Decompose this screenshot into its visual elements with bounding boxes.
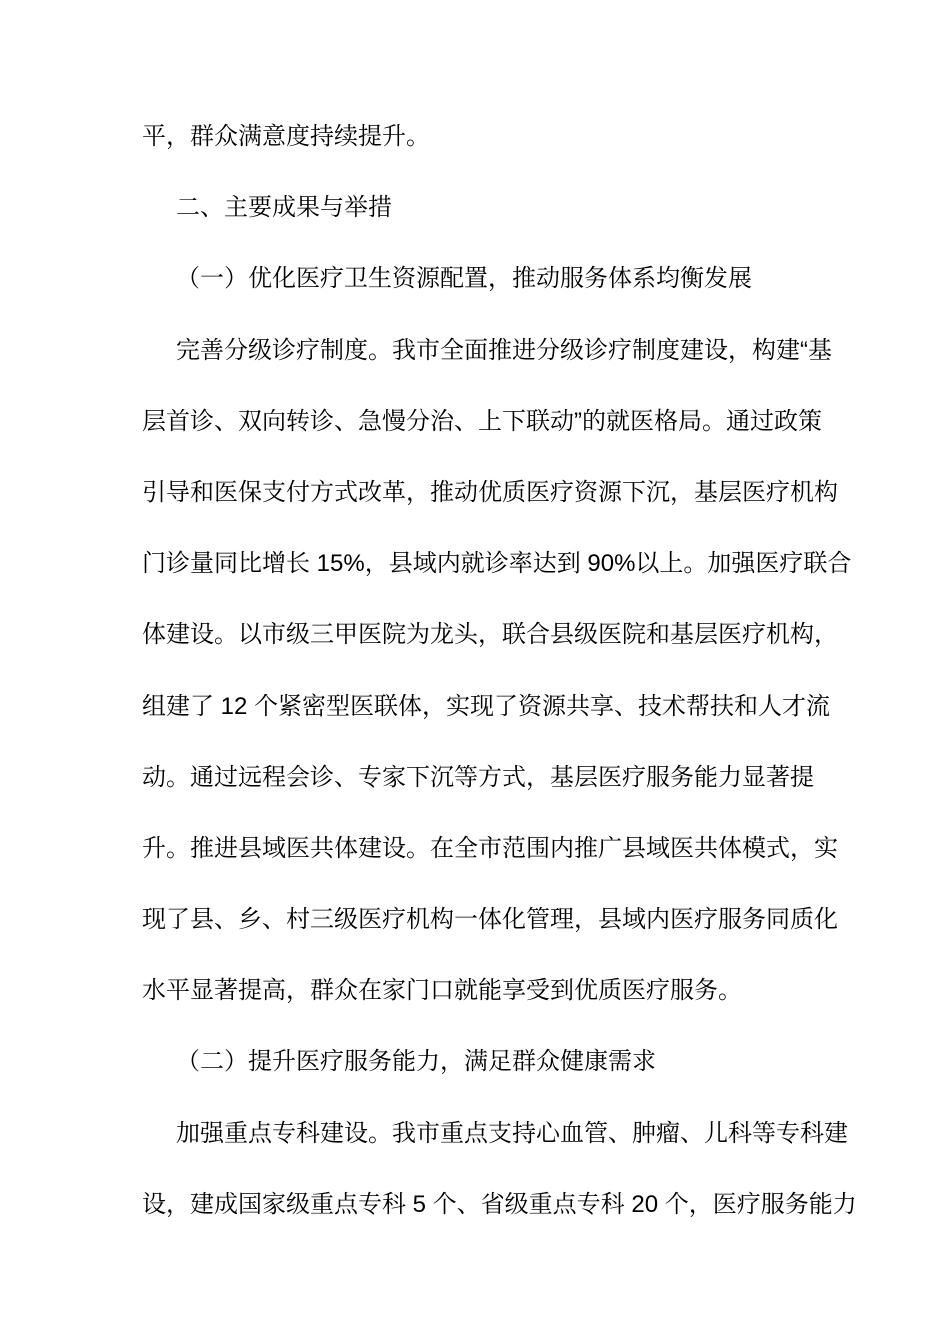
text-line: （一）优化医疗卫生资源配置，推动服务体系均衡发展 xyxy=(176,265,752,293)
text-line: 平，群众满意度持续提升。 xyxy=(142,123,430,150)
text-line: 现了县、乡、村三级医疗机构一体化管理，县域内医疗服务同质化 xyxy=(142,906,838,934)
text-line: 水平显著提高，群众在家门口就能享受到优质医疗服务。 xyxy=(142,977,742,1005)
document-text-block xyxy=(142,101,857,1240)
text-line: 升。推进县域医共体建设。在全市范围内推广县域医共体模式，实 xyxy=(142,834,838,862)
text-line: 设，建成国家级重点专科 5 个、省级重点专科 20 个，医疗服务能力 xyxy=(142,1190,857,1218)
text-line: 体建设。以市级三甲医院为龙头，联合县级医院和基层医疗机构， xyxy=(142,621,838,649)
text-line: 层首诊、双向转诊、急慢分治、上下联动”的就医格局。通过政策 xyxy=(142,407,822,435)
text-line: 完善分级诊疗制度。我市全面推进分级诊疗制度建设，构建“基 xyxy=(176,336,832,364)
text-line: 引导和医保支付方式改革，推动优质医疗资源下沉，基层医疗机构 xyxy=(142,478,838,506)
text-line: 组建了 12 个紧密型医联体，实现了资源共享、技术帮扶和人才流 xyxy=(142,692,831,720)
text-line: 二、主要成果与举措 xyxy=(176,194,392,222)
text-line: 动。通过远程会诊、专家下沉等方式，基层医疗服务能力显著提 xyxy=(142,763,814,791)
text-line: （二）提升医疗服务能力，满足群众健康需求 xyxy=(176,1048,656,1076)
text-line: 门诊量同比增长 15%，县域内就诊率达到 90%以上。加强医疗联合 xyxy=(142,550,852,578)
text-line: 加强重点专科建设。我市重点支持心血管、肿瘤、儿科等专科建 xyxy=(176,1119,848,1147)
